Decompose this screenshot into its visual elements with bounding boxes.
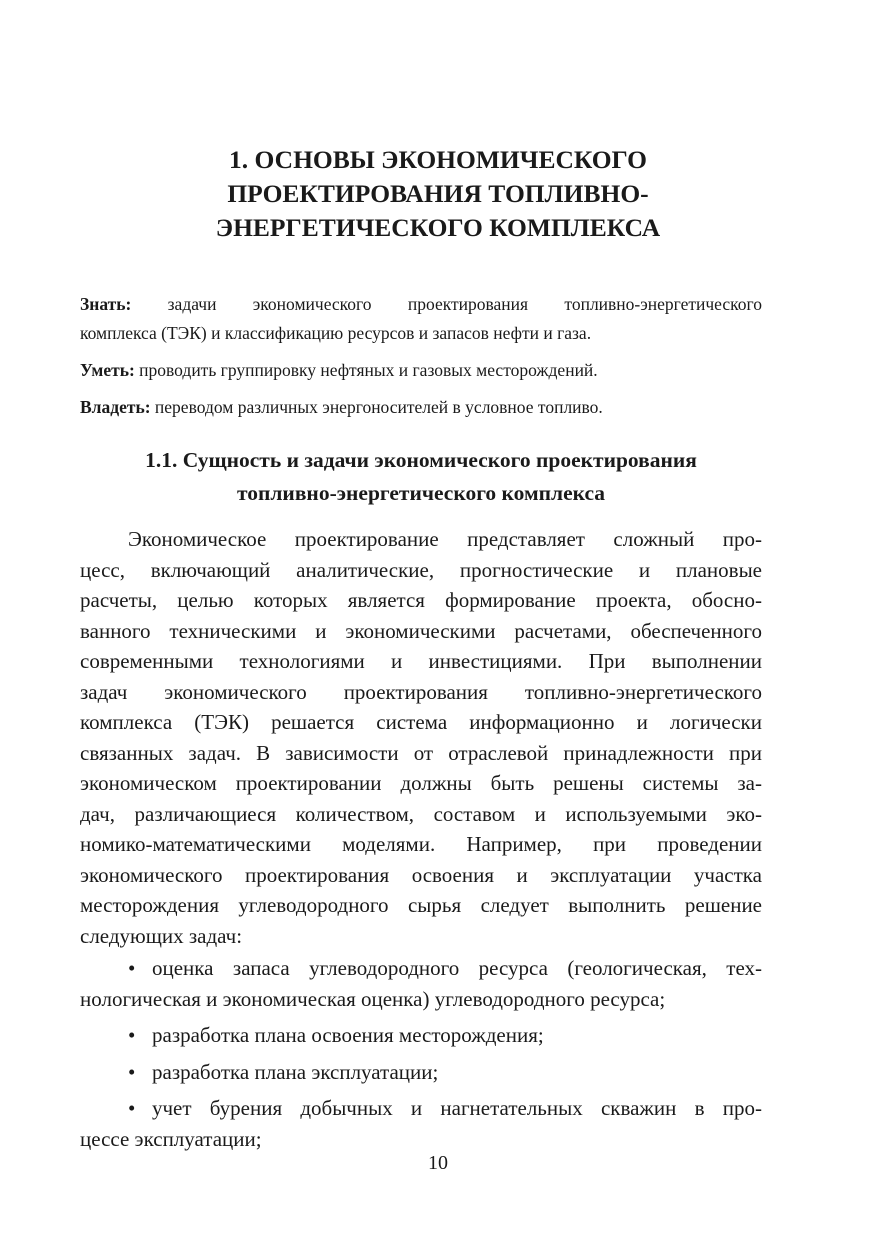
objective-know (80, 290, 762, 348)
paragraph-line: современными технологиями и инвестициями. При выполнении (80, 649, 762, 673)
paragraph-line: задач экономического проектирования топливно-энергетического (80, 679, 762, 704)
list-item-text: цессе эксплуатации; (80, 1126, 262, 1151)
chapter-title-line: ЭНЕРГЕТИЧЕСКОГО КОМПЛЕКСА (215, 213, 661, 242)
objective-know-text: задачи экономического проектирования топливно-энергетического (167, 294, 762, 314)
objective-know-text: комплекса (ТЭК) и классификацию ресурсов и запасов нефти и газа. (80, 323, 592, 343)
learning-objectives (80, 290, 762, 430)
objective-able-label: Уметь: (80, 360, 135, 380)
body-text (80, 524, 762, 1160)
paragraph-line: экономического проектирования освоения и эксплуатации участка (80, 862, 762, 887)
list-item-text: оценка запаса углеводородного ресурса (геологическая, тех- (152, 956, 762, 980)
bullet-icon: • (128, 1096, 136, 1120)
bullet-icon: • (128, 1023, 136, 1047)
bullet-icon: • (128, 956, 136, 980)
objective-know-label: Знать: (80, 294, 132, 314)
list-item (80, 1093, 762, 1154)
objective-able-text: проводить группировку нефтяных и газовых месторождений. (139, 360, 598, 380)
chapter-title-line: 1. ОСНОВЫ ЭКОНОМИЧЕСКОГО (229, 145, 647, 174)
bullet-icon: • (128, 1059, 136, 1084)
objective-able (80, 356, 762, 385)
paragraph-line: следующих задач: (80, 923, 243, 948)
paragraph-line: цесс, включающий аналитические, прогностические и плановые (80, 557, 762, 582)
paragraph-line: месторождения углеводородного сырья следует выполнить решение (80, 893, 762, 917)
paragraph (80, 524, 762, 951)
list-item (80, 1057, 762, 1088)
bullet-list (80, 953, 762, 1154)
chapter-title-line: ПРОЕКТИРОВАНИЯ ТОПЛИВНО- (227, 179, 649, 208)
paragraph-line: комплекса (ТЭК) решается система информационно и логически (80, 710, 762, 734)
section-title (80, 444, 762, 510)
paragraph-line: экономическом проектировании должны быть решены системы за- (80, 771, 762, 795)
paragraph-line: ванного техническими и экономическими расчетами, обеспеченного (80, 618, 762, 643)
section-title-line: топливно-энергетического комплекса (236, 481, 606, 505)
list-item-text: разработка плана эксплуатации; (152, 1059, 439, 1084)
list-item (80, 1020, 762, 1051)
paragraph-line: Экономическое проектирование представляет сложный про- (128, 527, 762, 551)
section-title-line: 1.1. Сущность и задачи экономического проектирования (145, 448, 697, 472)
list-item (80, 953, 762, 1014)
objective-master-text: переводом различных энергоносителей в условное топливо. (154, 397, 603, 417)
paragraph-line: расчеты, целью которых является формирование проекта, обосно- (80, 588, 762, 612)
list-item-text: учет бурения добычных и нагнетательных скважин в про- (152, 1096, 762, 1120)
list-item-text: разработка плана освоения месторождения; (152, 1023, 544, 1047)
page-number: 10 (428, 1152, 448, 1174)
list-item-text: нологическая и экономическая оценка) углеводородного ресурса; (80, 986, 666, 1011)
objective-master (80, 393, 762, 422)
paragraph-line: связанных задач. В зависимости от отраслевой принадлежности при (80, 740, 762, 765)
paragraph-line: дач, различающиеся количеством, составом и используемыми эко- (80, 801, 762, 826)
paragraph-line: номико-математическими моделями. Например, при проведении (80, 832, 762, 856)
objective-master-label: Владеть: (80, 397, 151, 417)
chapter-title (110, 143, 766, 245)
